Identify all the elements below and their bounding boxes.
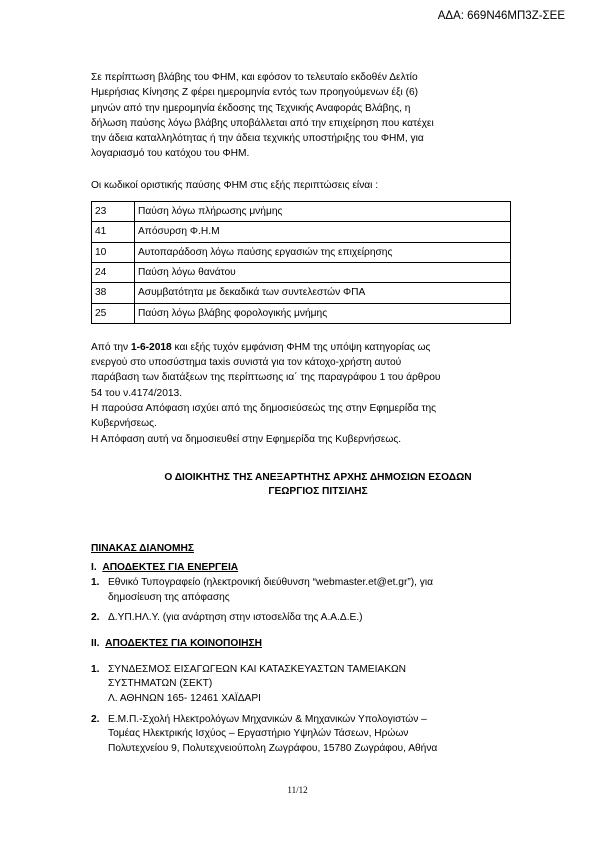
signature-title: Ο ΔΙΟΙΚΗΤΗΣ ΤΗΣ ΑΝΕΞΑΡΤΗΤΗΣ ΑΡΧΗΣ ΔΗΜΟΣΙΩΝ ΕΣΟΔΩΝ bbox=[164, 471, 472, 483]
list-item bbox=[91, 713, 505, 757]
text-line: δημοσίευση της απόφασης bbox=[108, 591, 230, 603]
codes-table bbox=[91, 201, 511, 324]
item-number: 1. bbox=[91, 576, 100, 588]
section-action-title bbox=[91, 561, 505, 575]
code-cell: 25 bbox=[92, 303, 135, 323]
item-text bbox=[108, 576, 505, 605]
section-numeral: Ι. bbox=[91, 561, 97, 573]
page-number: 11/12 bbox=[287, 785, 308, 795]
code-cell: 24 bbox=[92, 262, 135, 282]
text-line: 54 του ν.4174/2013. bbox=[91, 387, 183, 399]
paragraph-publication: Η Απόφαση αυτή να δημοσιευθεί στην Εφημερίδα της Κυβερνήσεως. bbox=[91, 433, 402, 445]
text-span: Από την bbox=[91, 341, 131, 353]
description-cell: Ασυμβατότητα με δεκαδικά των συντελεστών ΦΠΑ bbox=[135, 283, 511, 303]
ada-code: ΑΔΑ: 669Ν46ΜΠ3Ζ-ΣΕΕ bbox=[437, 10, 565, 22]
text-line: ΣΥΣΤΗΜΑΤΩΝ (ΣΕΚΤ) bbox=[108, 678, 213, 690]
table-row bbox=[92, 303, 511, 323]
table-row bbox=[92, 202, 511, 222]
text-line: Εθνικό Τυπογραφείο (ηλεκτρονική διεύθυνση “webmaster.et@et.gr”), για bbox=[108, 576, 434, 588]
text-line: ΣΥΝΔΕΣΜΟΣ ΕΙΣΑΓΩΓΕΩΝ ΚΑΙ ΚΑΤΑΣΚΕΥΑΣΤΩΝ ΤΑΜΕΙΑΚΩΝ bbox=[108, 663, 406, 675]
distribution-title: ΠΙΝΑΚΑΣ ΔΙΑΝΟΜΗΣ bbox=[91, 542, 194, 554]
text-line: μηνών από την ημερομηνία έκδοσης της Τεχνικής Αναφοράς Βλάβης, η bbox=[91, 102, 411, 114]
text-line: ενεργού στο υποσύστημα taxis συνιστά για τον κάτοχο-χρήστη αυτού bbox=[91, 357, 402, 369]
description-cell: Παύση λόγω πλήρωσης μνήμης bbox=[135, 202, 511, 222]
section-notification-title bbox=[91, 637, 505, 651]
paragraph-malfunction bbox=[91, 70, 505, 162]
section-heading: ΑΠΟΔΕΚΤΕΣ ΓΙΑ ΕΝΕΡΓΕΙΑ bbox=[102, 561, 239, 573]
text-line: Ε.Μ.Π.-Σχολή Ηλεκτρολόγων Μηχανικών & Μηχανικών Υπολογιστών – bbox=[108, 713, 427, 725]
item-text bbox=[108, 611, 505, 626]
text-line: Κυβερνήσεως. bbox=[91, 418, 157, 430]
paragraph-validity bbox=[91, 401, 505, 432]
code-cell: 41 bbox=[92, 222, 135, 242]
list-item bbox=[91, 576, 505, 605]
code-cell: 38 bbox=[92, 283, 135, 303]
table-row bbox=[92, 222, 511, 242]
text-line: Σε περίπτωση βλάβης του ΦΗΜ, και εφόσον το τελευταίο εκδοθέν Δελτίο bbox=[91, 72, 418, 83]
list-item bbox=[91, 663, 505, 707]
text-span: και εξής τυχόν εμφάνιση ΦΗΜ της υπόψη κατηγορίας ως bbox=[171, 341, 431, 353]
codes-intro: Οι κωδικοί οριστικής παύσης ΦΗΜ στις εξής περιπτώσεις είναι : bbox=[91, 179, 379, 191]
text-line: Λ. ΑΘΗΝΩΝ 165- 12461 ΧΑΪΔΑΡΙ bbox=[108, 692, 261, 704]
text-line: παράβαση των διατάξεων της περίπτωσης ια΄ της παραγράφου 1 του άρθρου bbox=[91, 372, 441, 384]
code-cell: 23 bbox=[92, 202, 135, 222]
table-row bbox=[92, 262, 511, 282]
text-line: δήλωση παύσης λόγω βλάβης υποβάλλεται από την επιχείρηση που κατέχει bbox=[91, 117, 434, 129]
document-body bbox=[91, 70, 505, 756]
list-item bbox=[91, 611, 505, 626]
text-line: Η παρούσα Απόφαση ισχύει από της δημοσιεύσεώς της στην Εφημερίδα της bbox=[91, 403, 437, 415]
description-cell: Αυτοπαράδοση λόγω παύσης εργασιών της επιχείρησης bbox=[135, 242, 511, 262]
text-line: Δ.ΥΠ.ΗΛ.Υ. (για ανάρτηση στην ιστοσελίδα της Α.Α.Δ.Ε.) bbox=[108, 612, 363, 624]
code-cell: 10 bbox=[92, 242, 135, 262]
description-cell: Απόσυρση Φ.Η.Μ bbox=[135, 222, 511, 242]
text-line: Ημερήσιας Κίνησης Ζ φέρει ημερομηνία εντός των προηγούμενων έξι (6) bbox=[91, 87, 419, 99]
description-cell: Παύση λόγω βλάβης φορολογικής μνήμης bbox=[135, 303, 511, 323]
text-line: Τομέας Ηλεκτρικής Ισχύος – Εργαστήριο Υψηλών Τάσεων, Ηρώων bbox=[108, 728, 409, 740]
text-line bbox=[91, 340, 505, 355]
item-number: 2. bbox=[91, 612, 100, 624]
item-text bbox=[108, 713, 505, 757]
text-line: λογαριασμό του κατόχου του ΦΗΜ. bbox=[91, 148, 250, 160]
section-numeral: ΙΙ. bbox=[91, 637, 100, 649]
item-number: 1. bbox=[91, 663, 100, 675]
description-cell: Παύση λόγω θανάτου bbox=[135, 262, 511, 282]
item-text bbox=[108, 663, 505, 707]
table-row bbox=[92, 283, 511, 303]
text-line: Πολυτεχνείου 9, Πολυτεχνειούπολη Ζωγράφου, 15780 Ζωγράφου, Αθήνα bbox=[108, 742, 438, 754]
signature-block bbox=[91, 471, 505, 500]
effective-date: 1-6-2018 bbox=[130, 341, 172, 353]
table-row bbox=[92, 242, 511, 262]
signature-name: ΓΕΩΡΓΙΟΣ ΠΙΤΣΙΛΗΣ bbox=[268, 486, 368, 498]
item-number: 2. bbox=[91, 713, 100, 725]
section-heading: ΑΠΟΔΕΚΤΕΣ ΓΙΑ ΚΟΙΝΟΠΟΙΗΣΗ bbox=[105, 637, 262, 649]
paragraph-effective-date bbox=[91, 340, 505, 401]
text-line: την άδεια καταλληλότητας ή την άδεια τεχνικής υποστήριξης του ΦΗΜ, για bbox=[91, 133, 424, 145]
